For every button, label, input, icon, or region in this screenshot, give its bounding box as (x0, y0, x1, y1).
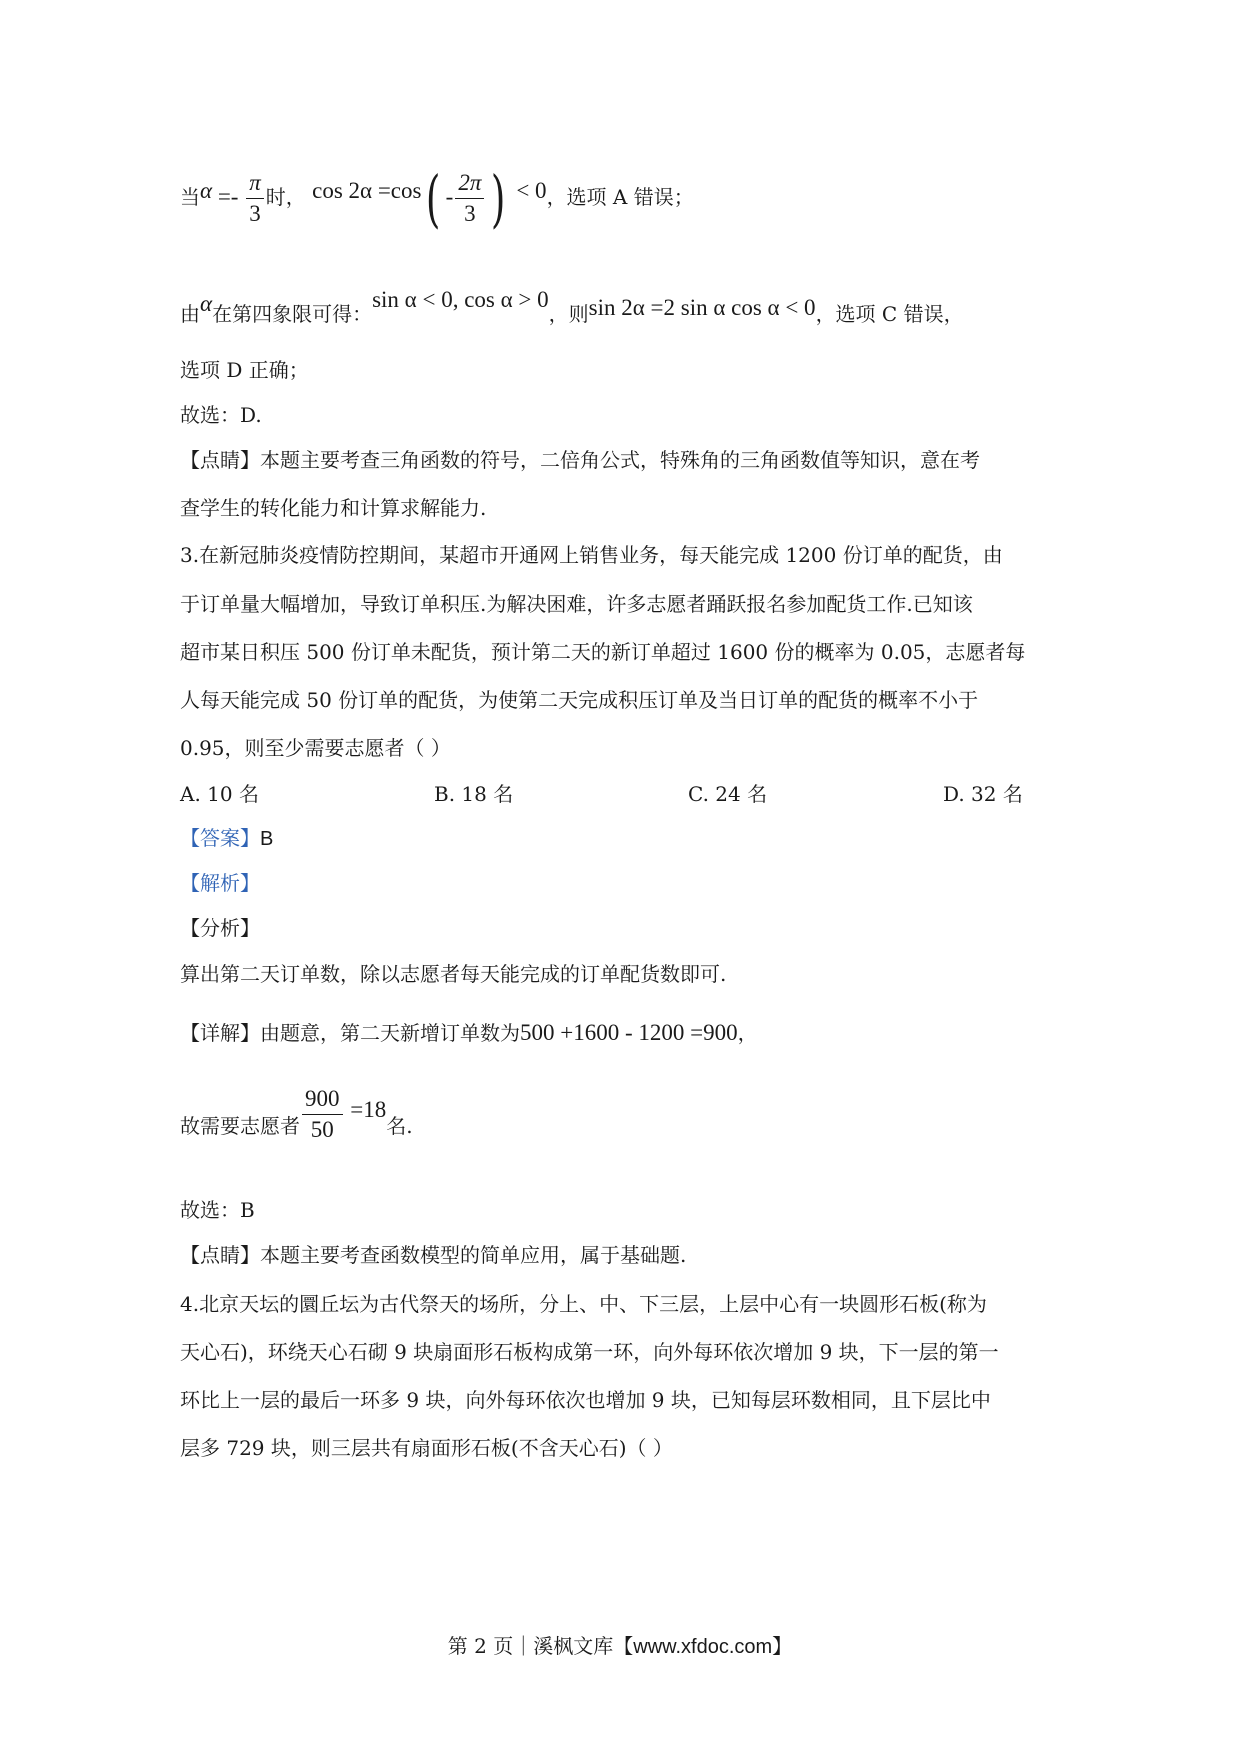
answer-line (180, 824, 273, 853)
option-d: D. 32 名 (943, 782, 1023, 806)
footer-page: 第 2 页｜溪枫文库 (447, 1634, 614, 1658)
fraction-900-50: $\frac{900}{50}$ (302, 1084, 343, 1145)
line-6: 查学生的转化能力和计算求解能力. (180, 496, 487, 520)
option-b: B. 18 名 (434, 782, 514, 806)
answer-label: 【答案】 (180, 826, 260, 850)
line-8: 于订单量大幅增加，导致订单积压.为解决困难，许多志愿者踊跃报名参加配货工作.已知该 (180, 592, 973, 616)
line-17: 4.北京天坛的圜丘坛为古代祭天的场所，分上、中、下三层，上层中心有一块圆形石板(称为 (180, 1292, 987, 1316)
line-15: 故选：B (180, 1198, 255, 1222)
line-1: 当α =- $\frac{\pi}{3}$ 时， cos 2α =cos( - $\frac{2\pi}{3}$ ) < 0，选项 A 错误； (180, 161, 694, 235)
line-11: 0.95，则至少需要志愿者（ ） (180, 736, 451, 760)
line-2: 由α在第四象限可得：sin α < 0, cos α > 0，则sin 2α =2 sin α cos α < 0，选项 C 错误， (180, 287, 964, 326)
footer-site-link[interactable]: 【www.xfdoc.com】 (613, 1636, 793, 1658)
line-10: 人每天能完成 50 份订单的配货，为使第二天完成积压订单及当日订单的配货的概率不小于 (180, 688, 979, 712)
left-paren: ( (426, 161, 441, 235)
answer-value: B (260, 828, 274, 850)
line-9: 超市某日积压 500 份订单未配货，预计第二天的新订单超过 1600 份的概率为 0.05，志愿者每 (180, 640, 1026, 664)
page-footer (0, 1630, 1240, 1659)
line-14: 故需要志愿者 $\frac{900}{50}$ =18名. (180, 1084, 413, 1145)
line-16: 【点睛】本题主要考查函数模型的简单应用，属于基础题. (180, 1243, 687, 1267)
right-paren: ) (491, 161, 506, 235)
line-5: 【点睛】本题主要考查三角函数的符号，二倍角公式，特殊角的三角函数值等知识，意在考 (180, 448, 980, 472)
line-19: 环比上一层的最后一环多 9 块，向外每环依次也增加 9 块，已知每层环数相同，且下层比中 (180, 1388, 991, 1412)
line-13: 【详解】由题意，第二天新增订单数为500 +1600 - 1200 =900， (180, 1020, 758, 1045)
fenxi-label: 【分析】 (180, 916, 260, 940)
analysis-label: 【解析】 (180, 871, 260, 895)
option-c: C. 24 名 (688, 782, 768, 806)
fraction-2pi-3: $\frac{2\pi}{3}$ (455, 168, 484, 229)
line-3: 选项 D 正确； (180, 358, 309, 382)
option-a: A. 10 名 (180, 782, 259, 806)
line-18: 天心石)，环绕天心石砌 9 块扇面形石板构成第一环，向外每环依次增加 9 块，下一层的第一 (180, 1340, 999, 1364)
fraction-pi-3: $\frac{\pi}{3}$ (246, 168, 264, 229)
line-4: 故选：D. (180, 403, 262, 427)
line-7: 3.在新冠肺炎疫情防控期间，某超市开通网上销售业务，每天能完成 1200 份订单的配货，由 (180, 543, 1003, 567)
line-20: 层多 729 块，则三层共有扇面形石板(不含天心石)（ ） (180, 1436, 673, 1460)
line-12: 算出第二天订单数，除以志愿者每天能完成的订单配货数即可. (180, 962, 727, 986)
